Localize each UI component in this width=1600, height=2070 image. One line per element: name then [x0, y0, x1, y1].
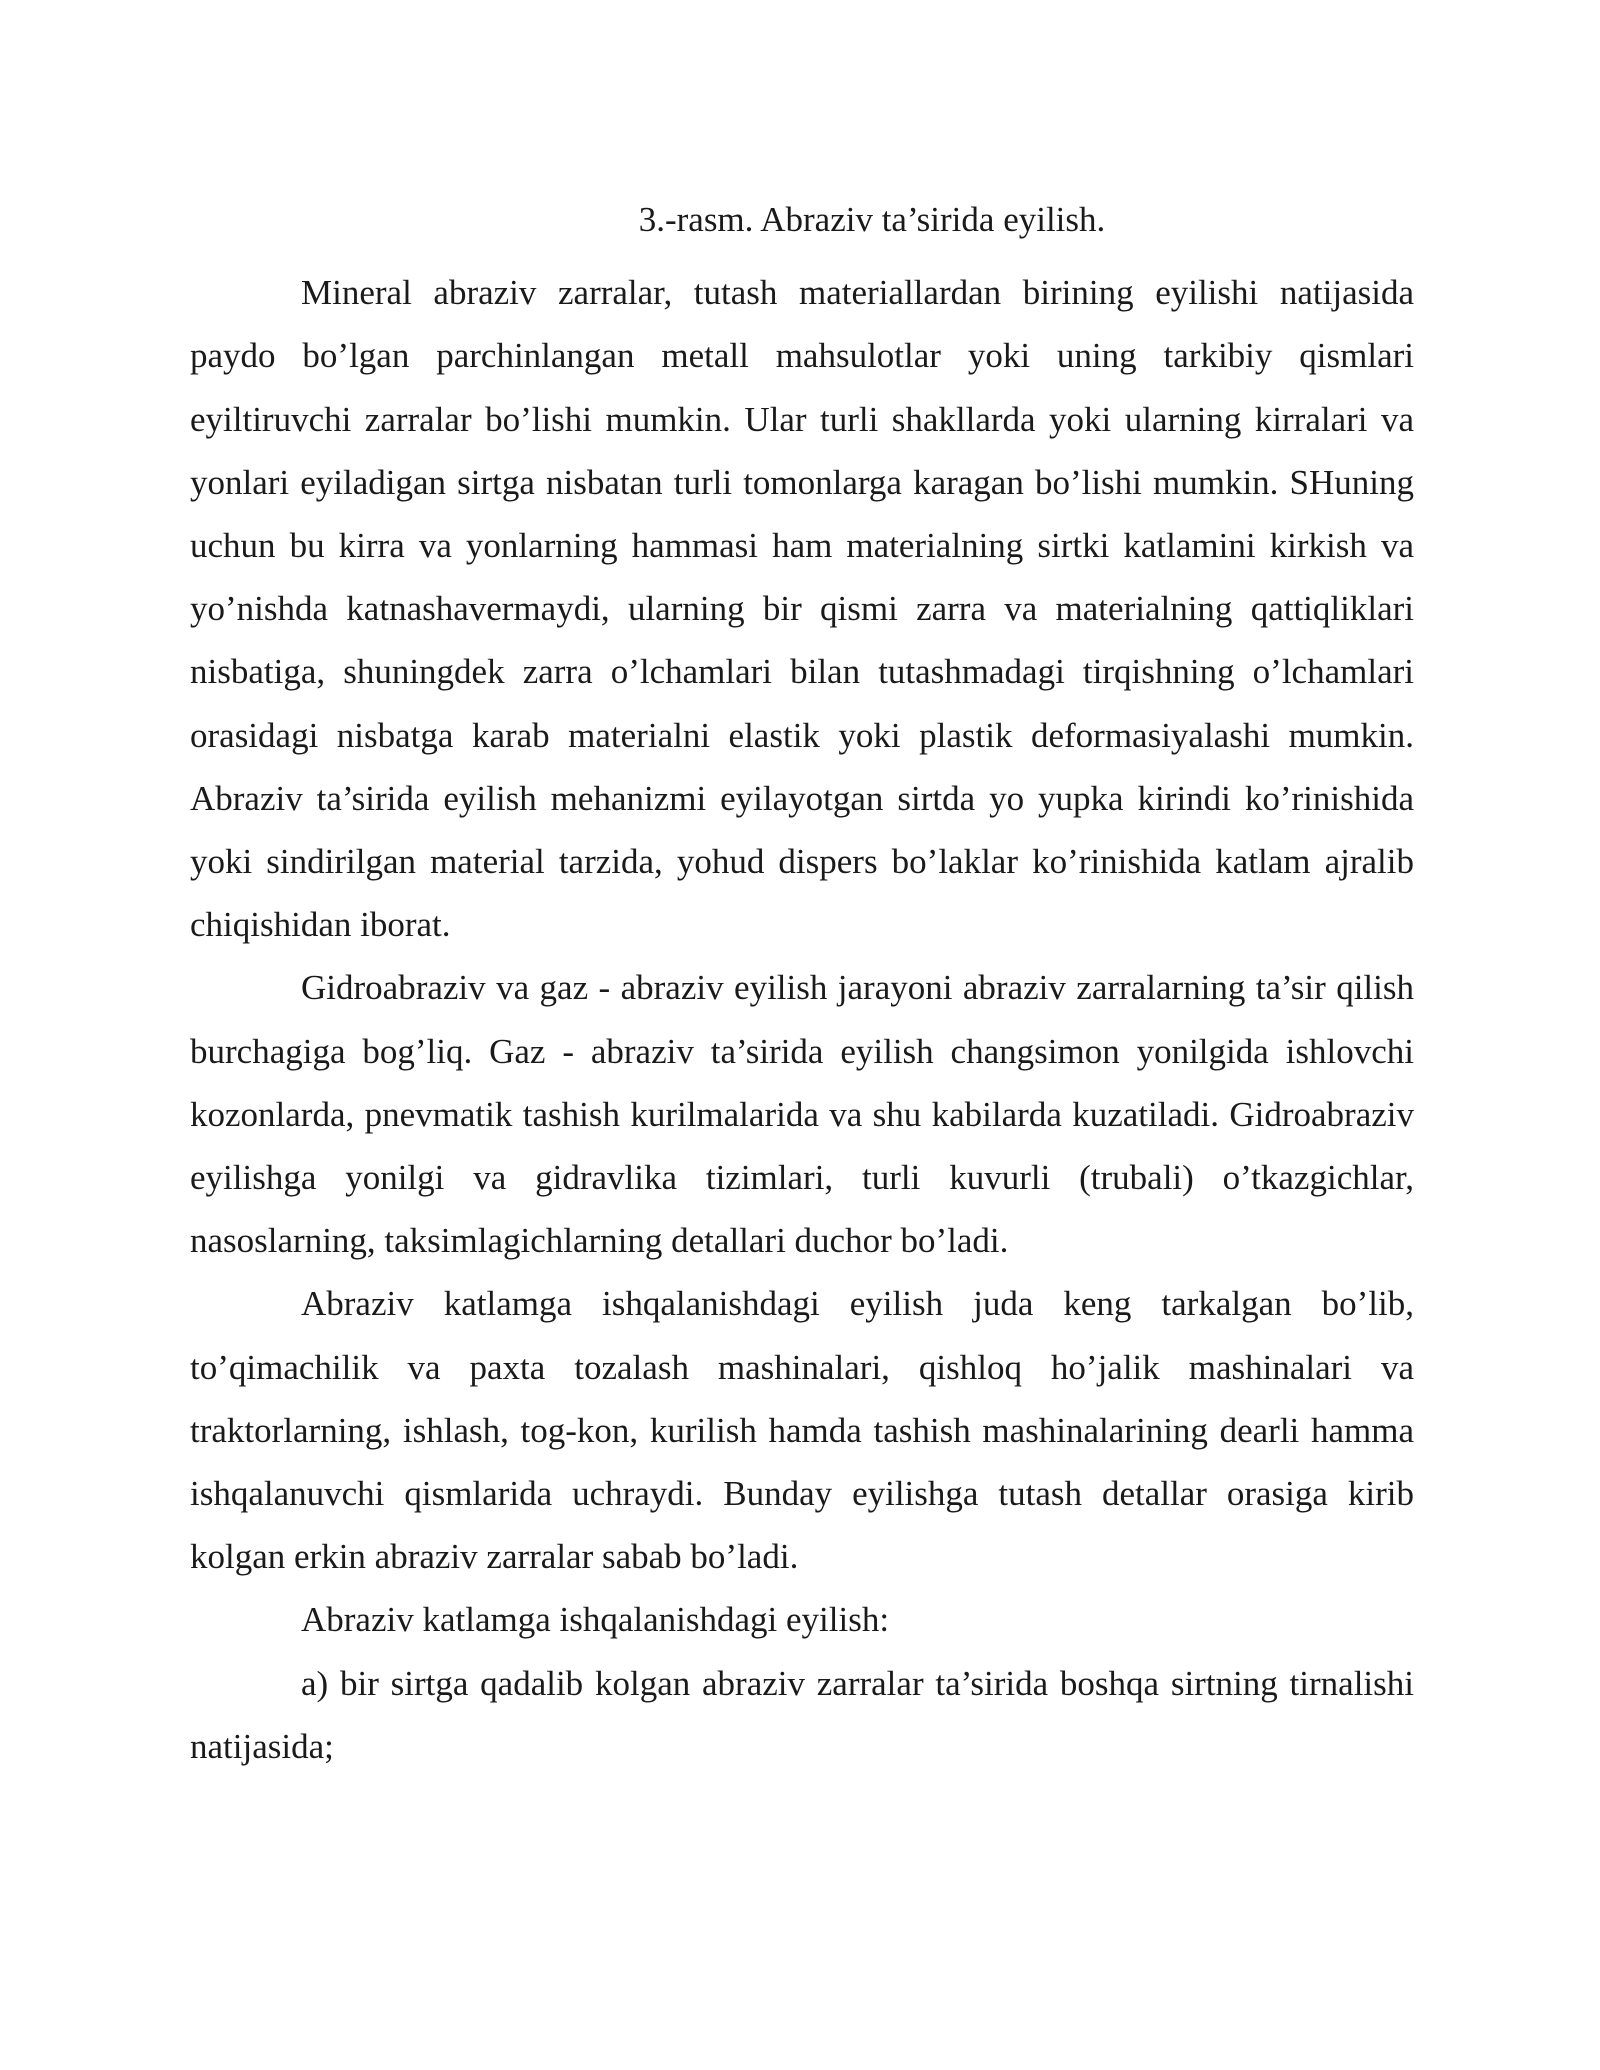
- paragraph-hydroabrasive: Gidroabraziv va gaz - abraziv eyilish jarayoni abraziv zarralarning ta’sir qilish burchagiga bog’liq. Gaz - abraziv ta’sirida eyilish changsimon yonilgida ishlovchi kozonlarda, pnevmatik tashish kurilmalarida va shu kabilarda kuzatiladi. Gidroabraziv eyilishga yonilgi va gidravlika tizimlari, turli kuvurli (trubali) o’tkazgichlar, nasoslarning, taksimlagichlarning detallari duchor bo’ladi.: [190, 968, 1414, 1261]
- page-content: [190, 188, 1414, 1778]
- paragraph-abrasive-layer: Abraziv katlamga ishqalanishdagi eyilish juda keng tarkalgan bo’lib, to’qimachilik va paxta tozalash mashinalari, qishloq ho’jalik mashinalari va traktorlarning, ishlash, tog-kon, kurilish hamda tashish mashinalarining dearli hamma ishqalanuvchi qismlarida uchraydi. Bunday eyilishga tutash detallar orasiga kirib kolgan erkin abraziv zarralar sabab bo’ladi.: [190, 1284, 1414, 1577]
- list-item-a: a) bir sirtga qadalib kolgan abraziv zarralar ta’sirida boshqa sirtning tirnalishi natijasida;: [190, 1663, 1414, 1766]
- figure-caption: 3.-rasm. Abraziv ta’sirida eyilish.: [638, 200, 1106, 239]
- paragraph-mineral-abrasive: Mineral abraziv zarralar, tutash materiallardan birining eyilishi natijasida paydo bo’lgan parchinlangan metall mahsulotlar yoki uning tarkibiy qismlari eyiltiruvchi zarralar bo’lishi mumkin. Ular turli shakllarda yoki ularning kirralari va yonlari eyiladigan sirtga nisbatan turli tomonlarga karagan bo’lishi mumkin. SHuning uchun bu kirra va yonlarning hammasi ham materialning sirtki katlamini kirkish va yo’nishda katnashavermaydi, ularning bir qismi zarra va materialning qattiqliklari nisbatiga, shuningdek zarra o’lchamlari bilan tutashmadagi tirqishning o’lchamlari orasidagi nisbatga karab materialni elastik yoki plastik deformasiyalashi mumkin. Abraziv ta’sirida eyilish mehanizmi eyilayotgan sirtda yo yupka kirindi ko’rinishida yoki sindirilgan material tarzida, yohud dispers bo’laklar ko’rinishida katlam ajralib chiqishidan iborat.: [190, 273, 1414, 945]
- paragraph-list-intro: Abraziv katlamga ishqalanishdagi eyilish:: [301, 1600, 890, 1640]
